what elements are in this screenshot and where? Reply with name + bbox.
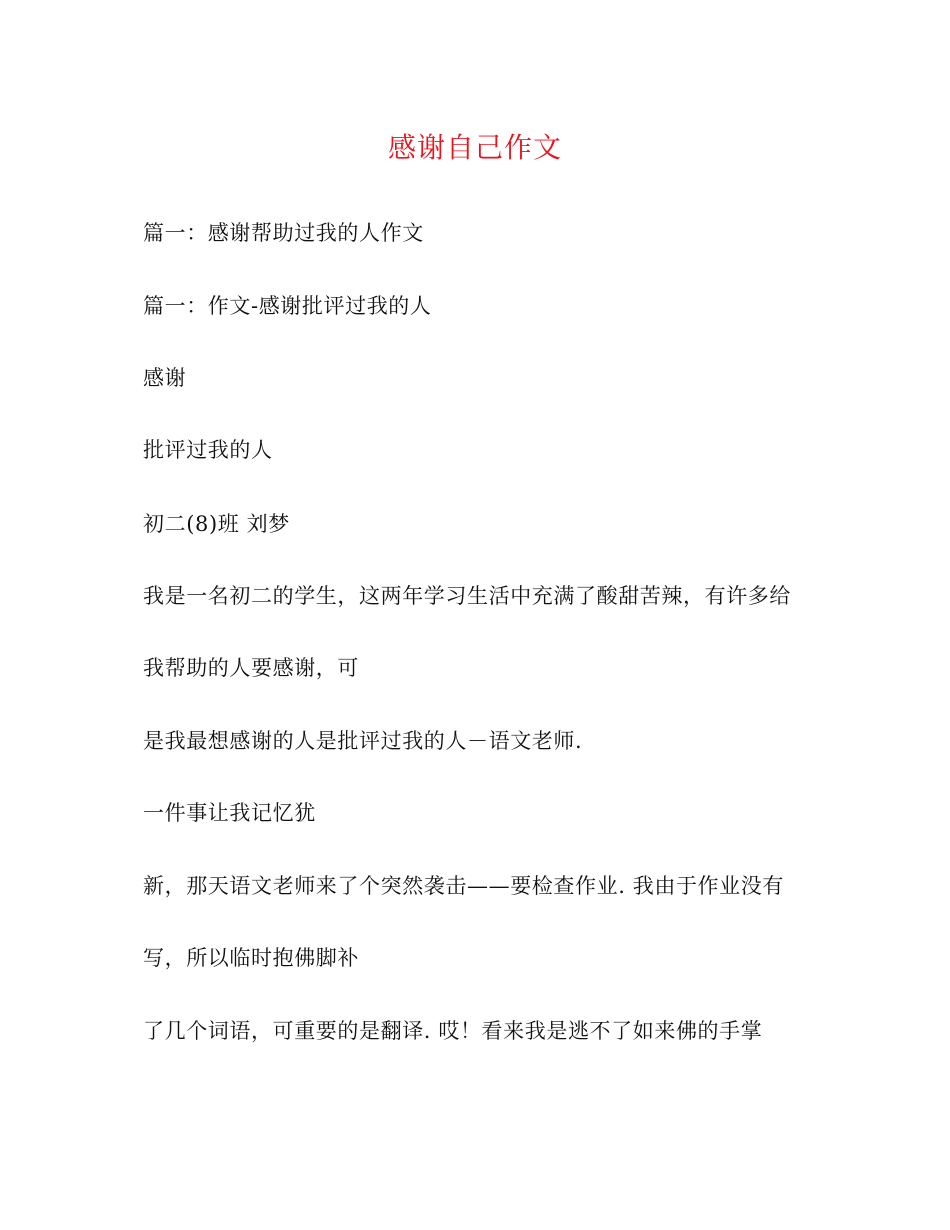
body-text-line: 了几个词语，可重要的是翻译. 哎！看来我是逃不了如来佛的手掌 xyxy=(143,1019,763,1043)
subheading-essay: 篇一：作文-感谢批评过我的人 xyxy=(143,294,432,318)
essay-title-line-1: 感谢 xyxy=(143,366,187,390)
body-text-line: 我帮助的人要感谢，可 xyxy=(143,656,359,680)
body-text-line: 是我最想感谢的人是批评过我的人－语文老师. xyxy=(143,729,583,753)
body-text-line: 一件事让我记忆犹 xyxy=(143,801,316,825)
essay-title-line-2: 批评过我的人 xyxy=(143,438,273,462)
heading-part-one: 篇一：感谢帮助过我的人作文 xyxy=(143,221,424,245)
document-title: 感谢自己作文 xyxy=(387,131,562,164)
body-text-line: 我是一名初二的学生，这两年学习生活中充满了酸甜苦辣，有许多给 xyxy=(143,584,791,608)
body-text-line: 新，那天语文老师来了个突然袭击——要检查作业. 我由于作业没有 xyxy=(143,874,784,898)
body-text-line: 写，所以临时抱佛脚补 xyxy=(143,946,359,970)
author-line: 初二(8)班 刘梦 xyxy=(143,512,290,536)
